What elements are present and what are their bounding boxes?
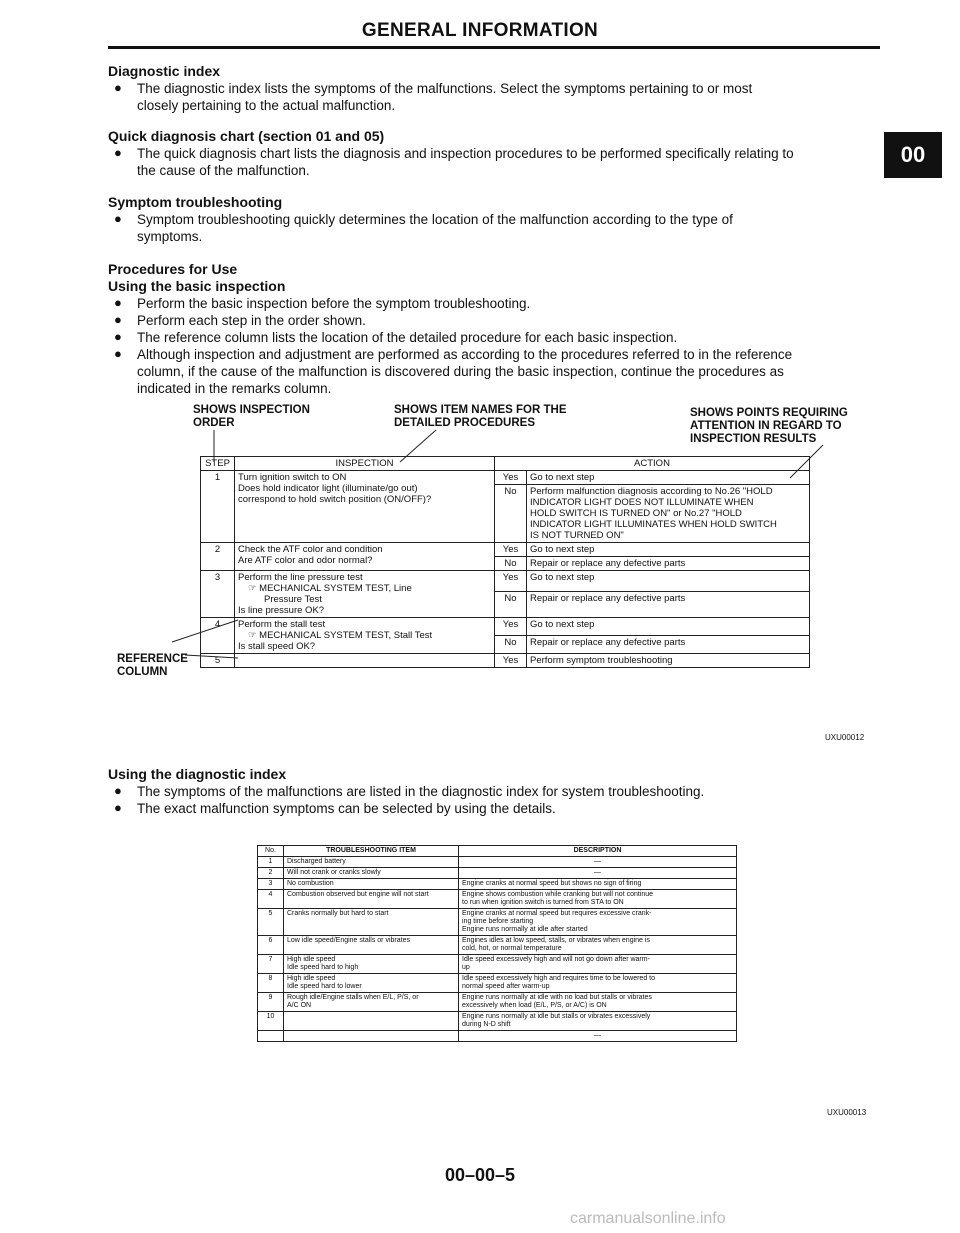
step-number: 1 — [201, 471, 235, 543]
step-number: 4 — [201, 618, 235, 654]
table-row: — — [258, 1031, 737, 1042]
diag-index-line1: The diagnostic index lists the symptoms of the malfunctions. Select the symptoms pertaining to or most — [137, 81, 753, 96]
table-row — [201, 571, 810, 592]
result-yes: Yes — [495, 571, 527, 592]
bullet: ● — [114, 329, 122, 344]
table-row: 10 Engine runs normally at idle but stalls or vibrates excessively during N-D shift — [258, 1012, 737, 1031]
bullet: ● — [114, 211, 122, 226]
quick-chart-line2: the cause of the malfunction. — [137, 163, 310, 178]
procedures-b3: The reference column lists the location of the detailed procedure for each basic inspection. — [137, 330, 678, 345]
header-inspection: INSPECTION — [235, 457, 495, 471]
diagnostic-index-table — [257, 845, 737, 1042]
bullet: ● — [114, 312, 122, 327]
annot-item-names: SHOWS ITEM NAMES FOR THE DETAILED PROCEDURES — [394, 404, 567, 429]
quick-chart-line1: The quick diagnosis chart lists the diagnosis and inspection procedures to be performed specifically relating to — [137, 146, 794, 161]
table-header-row — [258, 846, 737, 857]
basic-inspection-title: Using the basic inspection — [108, 278, 286, 294]
diag-index-line2: closely pertaining to the actual malfunction. — [137, 98, 396, 113]
table-row: 6 Low idle speed/Engine stalls or vibrates Engines idles at low speed, stalls, or vibrates when engine is cold, hot, or normal temperature — [258, 936, 737, 955]
action-text: Go to next step — [527, 471, 810, 485]
action-text: Perform symptom troubleshooting — [527, 654, 810, 668]
procedures-b4-l1: Although inspection and adjustment are performed as according to the procedures referred to in the reference — [137, 347, 793, 362]
action-text: Go to next step — [527, 543, 810, 557]
table-row: 7 High idle speed Idle speed hard to high Idle speed excessively high and will not go down after warm- up — [258, 955, 737, 974]
table-row: 8 High idle speed Idle speed hard to lower Idle speed excessively high and requires time to be lowered to normal speed after warm-up — [258, 974, 737, 993]
section-tab: 00 — [884, 132, 942, 178]
table-row — [201, 543, 810, 557]
action-text: Repair or replace any defective parts — [527, 636, 810, 654]
result-yes: Yes — [495, 471, 527, 485]
table-row: 1 Discharged battery — — [258, 857, 737, 868]
procedures-b4-l2: column, if the cause of the malfunction is discovered during the basic inspection, continue the procedures as — [137, 364, 784, 379]
result-yes: Yes — [495, 654, 527, 668]
header-item: TROUBLESHOOTING ITEM — [284, 846, 459, 857]
step-number: 5 — [201, 654, 235, 668]
table-row: 3 No combustion Engine cranks at normal speed but shows no sign of firing — [258, 879, 737, 890]
header-step: STEP — [201, 457, 235, 471]
result-no: No — [495, 485, 527, 543]
table-row: 2 Will not crank or cranks slowly — — [258, 868, 737, 879]
step-inspection: Check the ATF color and condition Are ATF color and odor normal? — [235, 543, 495, 571]
result-no: No — [495, 636, 527, 654]
using-index-title: Using the diagnostic index — [108, 766, 287, 782]
result-yes: Yes — [495, 618, 527, 636]
step-number: 2 — [201, 543, 235, 571]
diag-index-title: Diagnostic index — [108, 63, 221, 79]
bullet: ● — [114, 145, 122, 160]
using-index-b2: The exact malfunction symptoms can be selected by using the details. — [137, 801, 556, 816]
table-row — [201, 618, 810, 636]
header-no: No. — [258, 846, 284, 857]
bullet: ● — [114, 346, 122, 361]
table-row: 4 Combustion observed but engine will not start Engine shows combustion while cranking but will not continue to run when ignition switch is turned from STA to ON — [258, 890, 737, 909]
footer-watermark: carmanualsonline.info — [570, 1210, 726, 1227]
action-text: Go to next step — [527, 571, 810, 592]
bullet: ● — [114, 783, 122, 798]
bullet: ● — [114, 800, 122, 815]
symptom-title: Symptom troubleshooting — [108, 194, 283, 210]
procedures-b2: Perform each step in the order shown. — [137, 313, 366, 328]
header-description: DESCRIPTION — [459, 846, 737, 857]
page-header-title: GENERAL INFORMATION — [361, 20, 599, 41]
action-text: Go to next step — [527, 618, 810, 636]
step-inspection: Perform the stall test ☞ MECHANICAL SYSTEM TEST, Stall Test Is stall speed OK? — [235, 618, 495, 654]
action-text: Repair or replace any defective parts — [527, 592, 810, 618]
figure-ref-code-2: UXU00013 — [827, 1108, 867, 1117]
result-yes: Yes — [495, 543, 527, 557]
procedures-b4-l3: indicated in the remarks column. — [137, 381, 332, 396]
result-no: No — [495, 557, 527, 571]
page-number: 00–00–5 — [444, 1165, 516, 1185]
symptom-line1: Symptom troubleshooting quickly determines the location of the malfunction according to the type of — [137, 212, 733, 227]
step-inspection: Turn ignition switch to ON Does hold indicator light (illuminate/go out) correspond to hold switch position (ON/OFF)? — [235, 471, 495, 543]
table-row — [201, 471, 810, 485]
annot-inspection-order: SHOWS INSPECTION ORDER — [193, 404, 310, 429]
step-number: 3 — [201, 571, 235, 618]
basic-inspection-table — [200, 456, 810, 668]
procedures-title: Procedures for Use — [108, 261, 238, 277]
table-header-row — [201, 457, 810, 471]
action-text: Repair or replace any defective parts — [527, 557, 810, 571]
result-no: No — [495, 592, 527, 618]
step-inspection — [235, 654, 495, 668]
procedures-b1: Perform the basic inspection before the symptom troubleshooting. — [137, 296, 531, 311]
bullet: ● — [114, 80, 122, 95]
table-row: 9 Rough idle/Engine stalls when E/L, P/S, or A/C ON Engine runs normally at idle with no load but stalls or vibrates excessively when load (E/L, P/S, or A/C) is ON — [258, 993, 737, 1012]
using-index-b1: The symptoms of the malfunctions are listed in the diagnostic index for system troubleshooting. — [137, 784, 705, 799]
symptom-line2: symptoms. — [137, 229, 203, 244]
quick-chart-title: Quick diagnosis chart (section 01 and 05) — [108, 128, 385, 144]
action-text: Perform malfunction diagnosis according to No.26 "HOLD INDICATOR LIGHT DOES NOT ILLUMINATE WHEN HOLD SWITCH IS TURNED ON" or No.27 "HOLD INDICATOR LIGHT ILLUMINATES WHEN HOLD SWITCH IS NOT TURNED ON" — [527, 485, 810, 543]
step-inspection: Perform the line pressure test ☞ MECHANICAL SYSTEM TEST, Line Pressure Test Is line pressure OK? — [235, 571, 495, 618]
annot-points: SHOWS POINTS REQUIRING ATTENTION IN REGARD TO INSPECTION RESULTS — [690, 407, 848, 445]
bullet: ● — [114, 295, 122, 310]
table-row: 5 Cranks normally but hard to start Engine cranks at normal speed but requires excessive crank- ing time before starting Engine runs normally at idle after started — [258, 909, 737, 936]
annot-reference-column: REFERENCE COLUMN — [117, 653, 188, 678]
table-row — [201, 654, 810, 668]
figure-ref-code: UXU00012 — [825, 733, 865, 742]
header-action: ACTION — [495, 457, 810, 471]
